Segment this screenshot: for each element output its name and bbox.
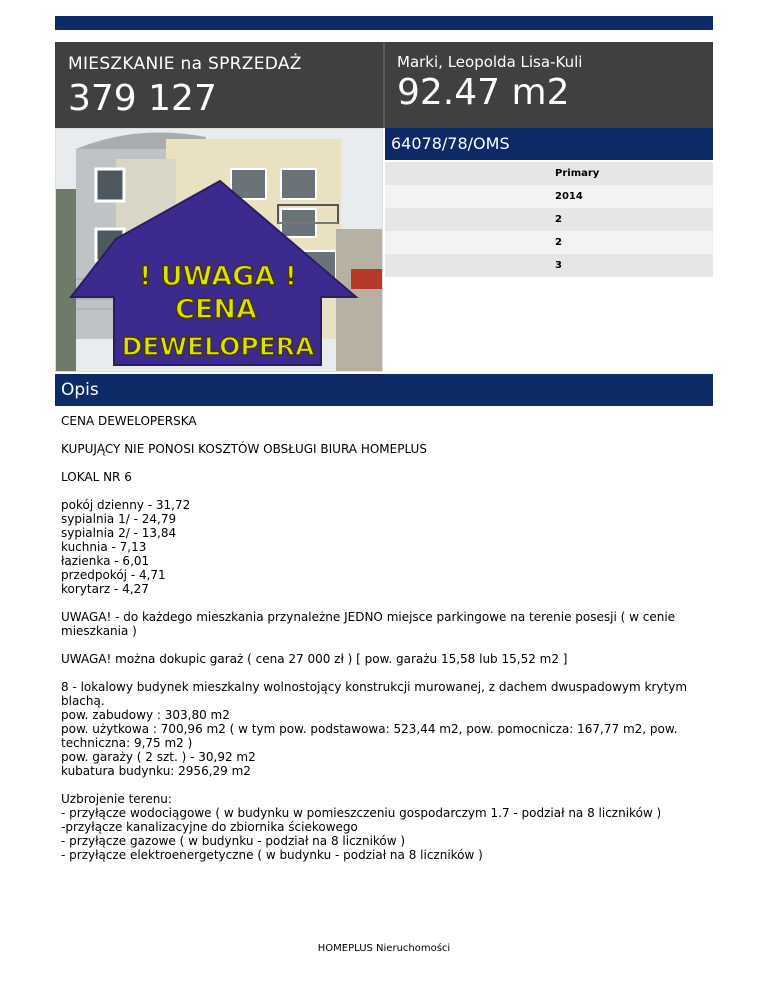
param-floor: 2: [385, 231, 713, 254]
description-paragraph: CENA DEWELOPERSKA: [61, 414, 197, 428]
description-paragraph: LOKAL NR 6: [61, 470, 132, 484]
top-accent-bar: [55, 16, 713, 30]
utilities-line: - przyłącze elektroenergetyczne ( w budynku - podział na 8 liczników ): [61, 848, 483, 862]
listing-type: MIESZKANIE na SPRZEDAŻ: [68, 54, 302, 74]
utilities-info: [61, 792, 711, 862]
building-line: pow. garaży ( 2 szt. ) - 30,92 m2: [61, 750, 256, 764]
utilities-line: Uzbrojenie terenu:: [61, 792, 172, 806]
room-line: przedpokój - 4,71: [61, 568, 166, 582]
description-paragraph: KUPUJĄCY NIE PONOSI KOSZTÓW OBSŁUGI BIURA HOMEPLUS: [61, 442, 427, 456]
building-line: pow. użytkowa : 700,96 m2 ( w tym pow. podstawowa: 523,44 m2, pow. pomocnicza: 167,77 m2, pow. techniczna: 9,75 m2 ): [61, 722, 678, 750]
room-line: pokój dzienny - 31,72: [61, 498, 191, 512]
banner-text-line2: CENA: [175, 294, 257, 325]
header-divider: [383, 42, 385, 128]
param-rooms: 2: [385, 208, 713, 231]
utilities-line: - przyłącze wodociągowe ( w budynku w pomieszczeniu gospodarczym 1.7 - podział na 8 liczników ): [61, 806, 662, 820]
description-body: [61, 414, 711, 862]
listing-location: Marki, Leopolda Lisa-Kuli: [397, 53, 583, 71]
building-info: [61, 680, 711, 778]
page-footer: HOMEPLUS Nieruchomości: [317, 943, 451, 954]
description-paragraph: UWAGA! można dokupic garaż ( cena 27 000 zł ) [ pow. garażu 15,58 lub 15,52 m2 ]: [61, 652, 568, 666]
room-line: łazienka - 6,01: [61, 554, 150, 568]
room-line: sypialnia 1/ - 24,79: [61, 512, 177, 526]
utilities-line: - przyłącze gazowe ( w budynku - podział na 8 liczników ): [61, 834, 406, 848]
banner-text-line1: ! UWAGA !: [139, 261, 297, 292]
room-line: kuchnia - 7,13: [61, 540, 147, 554]
params-table: [385, 162, 713, 277]
property-photo-illustration: [56, 129, 383, 372]
property-photo: [55, 128, 383, 372]
listing-header: [55, 42, 713, 128]
building-line: pow. zabudowy : 303,80 m2: [61, 708, 230, 722]
listing-price: 379 127: [68, 78, 217, 119]
banner-text-line3: DEWELOPERA: [121, 332, 315, 361]
param-floors-total: 3: [385, 254, 713, 277]
utilities-line: -przyłącze kanalizacyjne do zbiornika ściekowego: [61, 820, 358, 834]
rooms-list: [61, 498, 711, 596]
room-line: sypialnia 2/ - 13,84: [61, 526, 177, 540]
param-year: 2014: [385, 185, 713, 208]
listing-id-bar: 64078/78/OMS: [385, 128, 713, 160]
building-line: 8 - lokalowy budynek mieszkalny wolnostojący konstrukcji murowanej, z dachem dwuspadowym krytym blachą.: [61, 680, 688, 708]
listing-area: 92.47 m2: [397, 72, 570, 113]
building-line: kubatura budynku: 2956,29 m2: [61, 764, 251, 778]
param-market: Primary: [385, 162, 713, 185]
description-heading: Opis: [55, 374, 713, 406]
room-line: korytarz - 4,27: [61, 582, 149, 596]
description-paragraph: UWAGA! - do każdego mieszkania przynależne JEDNO miejsce parkingowe na terenie posesji ( w cenie mieszkania ): [61, 610, 676, 638]
